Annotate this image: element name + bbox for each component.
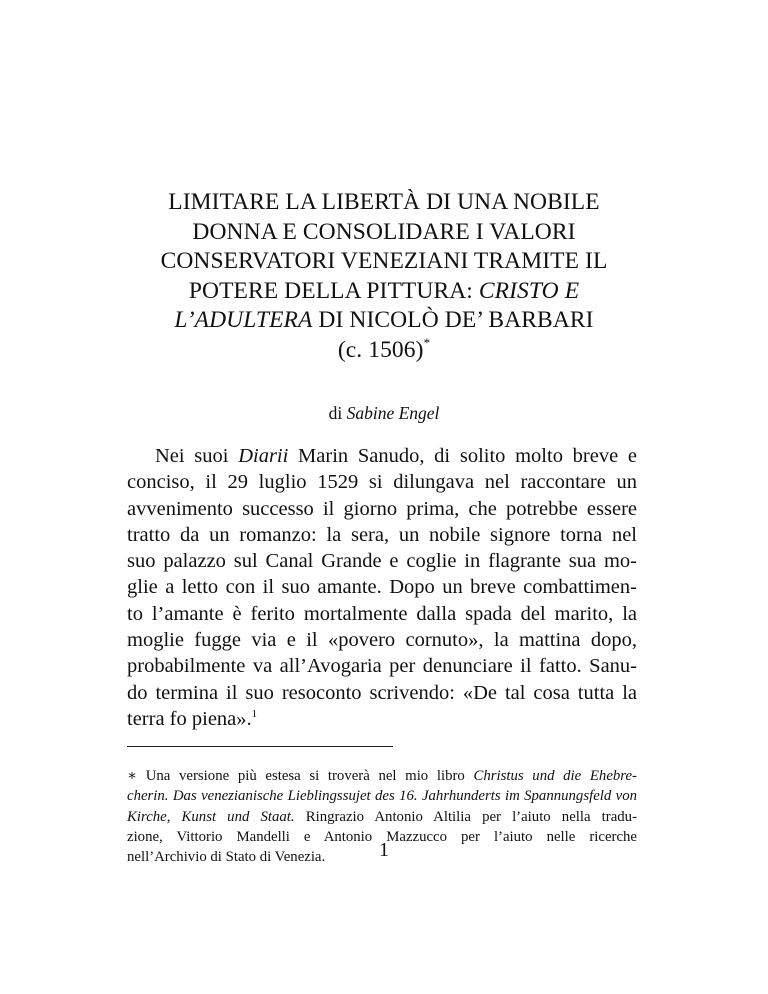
text-line: suo palazzo sul Canal Grande e coglie in flagrante sua mo- bbox=[127, 550, 637, 573]
text-line: do termina il suo resoconto scrivendo: «De tal cosa tutta la bbox=[127, 681, 637, 704]
artwork-title-italic: L’ADULTERA bbox=[174, 307, 313, 334]
text-run: Marin Sanudo, di solito molto breve e bbox=[288, 445, 637, 467]
footnote-line: zione, Vittorio Mandelli e Antonio Mazzucco per l’aiuto nelle ricerche bbox=[127, 828, 637, 845]
title-line: LIMITARE LA LIBERTÀ DI UNA NOBILE bbox=[168, 189, 600, 215]
author-byline bbox=[100, 402, 668, 424]
author-name: Sabine Engel bbox=[346, 403, 440, 423]
body-paragraph bbox=[127, 443, 637, 732]
text-line: tratto da un romanzo: la sera, un nobile signore torna nel bbox=[127, 523, 637, 546]
footnote-line bbox=[127, 766, 637, 786]
page-number: 1 bbox=[379, 839, 389, 861]
footnote-marker: ∗ bbox=[127, 768, 138, 784]
text-run: Nei suoi bbox=[155, 445, 239, 467]
title-line bbox=[100, 336, 668, 366]
byline-prefix: di bbox=[328, 403, 347, 423]
title-line: DONNA E CONSOLIDARE I VALORI bbox=[192, 218, 576, 245]
footnote-line: nell’Archivio di Stato di Venezia. bbox=[127, 849, 326, 866]
footnote-marker[interactable]: * bbox=[423, 334, 431, 350]
text-line: to l’amante è ferito mortalmente dalla spada del marito, la bbox=[127, 602, 637, 625]
article-title bbox=[100, 188, 668, 366]
title-date: (c. 1506) bbox=[337, 336, 424, 363]
note-reference[interactable]: 1 bbox=[251, 707, 258, 720]
title-text: DI NICOLÒ DE’ BARBARI bbox=[312, 307, 594, 334]
italic-book-title: cherin. Das venezianische Lieblingssujet des 16. Jahrhunderts im Spannungsfeld von bbox=[127, 788, 637, 805]
italic-work-title: Diarii bbox=[238, 445, 289, 467]
text-line bbox=[127, 443, 637, 469]
footnote-line bbox=[127, 807, 637, 827]
title-line bbox=[100, 277, 668, 307]
text-line bbox=[127, 706, 637, 732]
artwork-title-italic: CRISTO E bbox=[478, 277, 580, 304]
text-run: Una versione più estesa si troverà nel mio libro bbox=[137, 768, 474, 784]
text-line: avvenimento successo il giorno prima, che potrebbe essere bbox=[127, 497, 637, 520]
text-line: probabilmente va all’Avogaria per denunciare il fatto. Sanu- bbox=[127, 655, 637, 678]
title-line bbox=[100, 306, 668, 336]
italic-book-title: Christus und die Ehebre- bbox=[473, 768, 637, 784]
text-run: Ringrazio Antonio Altilia per l’aiuto nella tradu- bbox=[294, 808, 638, 825]
footnote-separator bbox=[127, 746, 393, 747]
text-line: moglie fugge via e il «povero cornuto», la mattina dopo, bbox=[127, 629, 637, 652]
text-run: terra fo piena». bbox=[127, 707, 252, 730]
footnote-line bbox=[127, 786, 637, 806]
title-text: POTERE DELLA PITTURA: bbox=[188, 277, 479, 304]
text-line: conciso, il 29 luglio 1529 si dilungava nel raccontare un bbox=[127, 471, 637, 494]
title-line: CONSERVATORI VENEZIANI TRAMITE IL bbox=[160, 248, 608, 275]
italic-book-title: Kirche, Kunst und Staat. bbox=[127, 808, 295, 825]
text-line: glie a letto con il suo amante. Dopo un breve combattimen- bbox=[127, 576, 637, 599]
